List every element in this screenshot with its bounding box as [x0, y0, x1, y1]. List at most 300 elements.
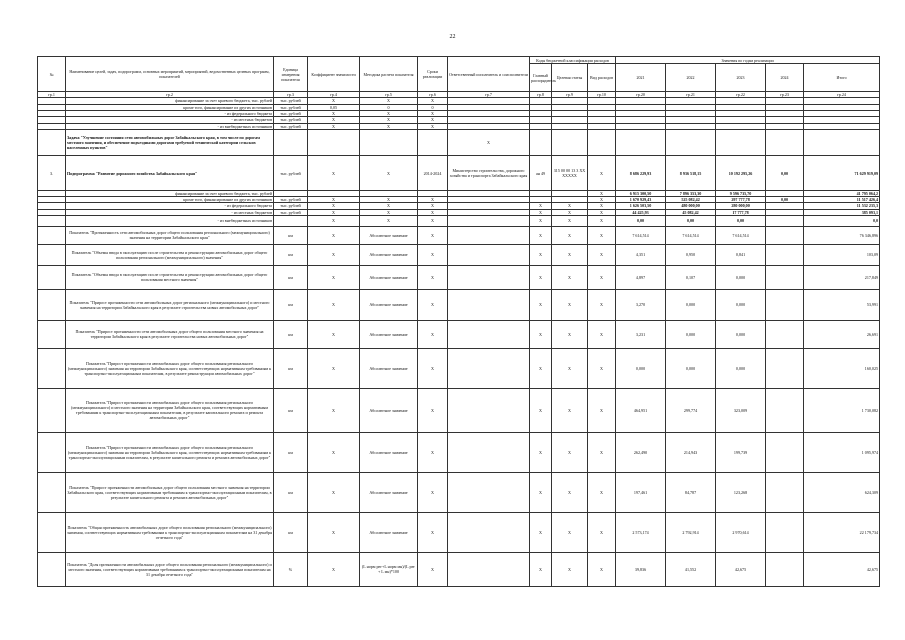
indicator-total: 1 095,974 [804, 432, 880, 472]
program-2021: 8 686 229,93 [616, 156, 666, 191]
period-cell: Х [418, 98, 448, 104]
indicator-unit: км [274, 289, 308, 320]
indicator-2022: 0,000 [666, 348, 716, 388]
program-method: Х [360, 156, 418, 191]
empty-cell [448, 472, 530, 512]
header-glava: Главный распорядитель [530, 64, 552, 92]
program-name: Подпрограмма "Развитие дорожного хозяйства Забайкальского края" [66, 156, 274, 191]
value-2021: 0,00 [616, 215, 666, 226]
indicator-2023: 123,268 [716, 472, 766, 512]
value-2024: 0,00 [766, 197, 804, 203]
indicator-total: 53,991 [804, 289, 880, 320]
method-cell: Х [360, 215, 418, 226]
indicator-glava: Х [530, 226, 552, 244]
empty-cell [448, 244, 530, 265]
indicator-name: Показатель "Прирост протяженности автомобильных дорог общего пользования регионального (межмуниципального) значения на территории Забайкальского края, соответствующих нормативным требованиям к транспортно-эксплуатационным показателям, в результате капитального ремонта и ремонта автомобильных дорог" [66, 432, 274, 472]
indicator-2024 [766, 472, 804, 512]
indicator-period: Х [418, 432, 448, 472]
indicator-row [38, 265, 880, 289]
header-2021: 2021 [616, 64, 666, 92]
indicator-period: Х [418, 388, 448, 432]
indicator-name: Показатель "Объемы ввода в эксплуатацию после строительства и реконструкции автомобильных дорог общего пользования местного значения" [66, 265, 274, 289]
value-2023: 17 777,78 [716, 209, 766, 215]
unit-cell: тыс. рублей [274, 197, 308, 203]
indicator-method: Абсолютное значение [360, 226, 418, 244]
indicator-2022: 84,787 [666, 472, 716, 512]
value-2021: 44 425,93 [616, 209, 666, 215]
empty-cell [448, 348, 530, 388]
column-number: гр.9 [552, 92, 588, 98]
value-total: 385 093,1 [804, 209, 880, 215]
program-target: 315 00 00 13 3 XX XXXXX [552, 156, 588, 191]
indicator-vid: Х [588, 388, 616, 432]
indicator-name: Показатель "Прирост протяженности автомобильных дорог общего пользования регионального (межмуниципального) и местного значения на территории Забайкальского края, соответствующих нормативным требованиям к транспортно-эксплуатационным показателям, в результате капитального ремонта и ремонта автомобильных дорог" [66, 388, 274, 432]
header-budget-group: Коды бюджетной классификации расходов [530, 57, 616, 64]
empty-cell [448, 215, 530, 226]
indicator-method: Абсолютное значение [360, 348, 418, 388]
period-cell: Х [418, 110, 448, 116]
column-number: гр.21 [666, 92, 716, 98]
indicator-row [38, 388, 880, 432]
indicator-coef: Х [308, 512, 360, 552]
row-name: кроме того, финансирование из других источников [66, 197, 274, 203]
empty-cell [448, 289, 530, 320]
indicator-glava: Х [530, 388, 552, 432]
indicator-2021: 464,951 [616, 388, 666, 432]
value-2023: 297 777,78 [716, 197, 766, 203]
indicator-name: Показатель "Прирост протяженности сети автомобильных дорог регионального (межмуниципального) и местного значения на территории Забайкальского края в результате строительства новых автомобильных дорог" [66, 289, 274, 320]
unit-cell: тыс. рублей [274, 117, 308, 123]
indicator-coef: Х [308, 226, 360, 244]
value-2022: 7 896 353,30 [666, 191, 716, 197]
program-responsible: Министерство строительства, дорожного хозяйства и транспорта Забайкальского края [448, 156, 530, 191]
empty-cell [552, 130, 588, 156]
indicator-glava: Х [530, 512, 552, 552]
empty-cell [804, 130, 880, 156]
indicator-total: 1 730,082 [804, 388, 880, 432]
header-2023: 2023 [716, 64, 766, 92]
indicator-unit: км [274, 512, 308, 552]
indicator-row [38, 512, 880, 552]
indicator-target: Х [552, 472, 588, 512]
empty-cell [666, 130, 716, 156]
indicator-target: Х [552, 388, 588, 432]
indicator-2023: 0,000 [716, 265, 766, 289]
indicator-row [38, 348, 880, 388]
indicator-period: Х [418, 512, 448, 552]
method-cell: 0 [360, 104, 418, 110]
value-2024 [766, 215, 804, 226]
indicator-unit: км [274, 348, 308, 388]
indicator-vid: Х [588, 472, 616, 512]
indicator-vid: Х [588, 552, 616, 586]
indicator-2024 [766, 512, 804, 552]
program-funding-row [38, 215, 880, 226]
column-number: гр.7 [448, 92, 530, 98]
num-cell [38, 432, 66, 472]
empty-cell [448, 552, 530, 586]
header-method: Методика расчета показателя [360, 57, 418, 92]
indicator-name: Показатель "Протяженность сети автомобильных дорог общего пользования регионального (межмуниципального) значения на территории Забайкальского края" [66, 226, 274, 244]
column-number: гр.3 [274, 92, 308, 98]
glava-cell: Х [530, 203, 552, 209]
indicator-row [38, 289, 880, 320]
indicator-total: 624,309 [804, 472, 880, 512]
indicator-vid: Х [588, 432, 616, 472]
indicator-2021: 39,836 [616, 552, 666, 586]
header-name: Наименование целей, задач, подпрограмм, основных мероприятий, мероприятий, ведомственных целевых программ, показателей [66, 57, 274, 92]
num-cell [38, 226, 66, 244]
method-cell: Х [360, 203, 418, 209]
indicator-target: Х [552, 320, 588, 348]
column-number: гр.2 [66, 92, 274, 98]
empty-cell [616, 130, 666, 156]
num-cell [38, 512, 66, 552]
coef-cell: 0,05 [308, 104, 360, 110]
coef-cell: Х [308, 197, 360, 203]
indicator-2022: 41,552 [666, 552, 716, 586]
empty-cell [448, 265, 530, 289]
indicator-method: Абсолютное значение [360, 320, 418, 348]
indicator-vid: Х [588, 320, 616, 348]
indicator-name: Показатель "Прирост протяженности автомобильных дорог общего пользования регионального (межмуниципального) значения на территории Забайкальского края, соответствующих нормативным требованиям к транспортно-эксплуатационным показателям, в результате реконструкции автомобильных дорог" [66, 348, 274, 388]
value-total: 11 532 235,3 [804, 203, 880, 209]
indicator-method: (L норм рег+L норм мн)/(L рег + L мн)*100 [360, 552, 418, 586]
indicator-unit: км [274, 244, 308, 265]
indicator-2022: 0,107 [666, 265, 716, 289]
indicator-coef: Х [308, 320, 360, 348]
empty-cell [448, 388, 530, 432]
column-number: гр.22 [716, 92, 766, 98]
vid-cell: Х [588, 203, 616, 209]
column-number: гр.10 [588, 92, 616, 98]
indicator-2021: 2 573,174 [616, 512, 666, 552]
value-2023: 280 000,00 [716, 203, 766, 209]
indicator-period: Х [418, 552, 448, 586]
vid-cell: Х [588, 215, 616, 226]
empty-cell [448, 226, 530, 244]
indicator-2022: 0,000 [666, 289, 716, 320]
indicator-2021: 197,461 [616, 472, 666, 512]
task-responsible: Х [448, 130, 530, 156]
indicator-glava: Х [530, 265, 552, 289]
num-cell [38, 130, 66, 156]
indicator-coef: Х [308, 289, 360, 320]
indicator-row [38, 320, 880, 348]
indicator-2024 [766, 320, 804, 348]
program-table [37, 56, 880, 587]
indicator-coef: Х [308, 552, 360, 586]
indicator-2023: 199,739 [716, 432, 766, 472]
indicator-coef: Х [308, 432, 360, 472]
indicator-period: Х [418, 320, 448, 348]
indicator-period: Х [418, 226, 448, 244]
indicator-vid: Х [588, 348, 616, 388]
column-number: гр.20 [616, 92, 666, 98]
value-2021: 6 915 300,50 [616, 191, 666, 197]
indicator-method: Абсолютное значение [360, 512, 418, 552]
indicator-unit: км [274, 320, 308, 348]
indicator-glava: Х [530, 472, 552, 512]
num-cell [38, 388, 66, 432]
unit-cell: тыс. рублей [274, 203, 308, 209]
indicator-2024 [766, 552, 804, 586]
program-row [38, 156, 880, 191]
value-total: 41 795 064,2 [804, 191, 880, 197]
empty-cell [716, 130, 766, 156]
period-cell: Х [418, 203, 448, 209]
indicator-total: 160,025 [804, 348, 880, 388]
indicator-name: Показатель "Прирост протяженности автомобильных дорог общего пользования местного значения на территории Забайкальского края, соответствующих нормативным требованиям к транспортно-эксплуатационным показателям, в результате капитального ремонта и ремонта автомобильных дорог" [66, 472, 274, 512]
empty-cell [448, 512, 530, 552]
header-period: Сроки реализации [418, 57, 448, 92]
vid-cell: Х [588, 209, 616, 215]
column-number: гр.6 [418, 92, 448, 98]
indicator-row [38, 552, 880, 586]
indicator-2023: 2 970,614 [716, 512, 766, 552]
indicator-total: 217,849 [804, 265, 880, 289]
value-2022: 45 082,42 [666, 209, 716, 215]
empty-cell [530, 130, 552, 156]
unit-cell [274, 215, 308, 226]
indicator-target: Х [552, 244, 588, 265]
indicator-2024 [766, 388, 804, 432]
indicator-row [38, 472, 880, 512]
header-total: Итого [804, 64, 880, 92]
indicator-target: Х [552, 552, 588, 586]
column-number: гр.23 [766, 92, 804, 98]
program-2024: 0,00 [766, 156, 804, 191]
num-cell [38, 244, 66, 265]
vid-cell: Х [588, 191, 616, 197]
indicator-2023: 0,000 [716, 320, 766, 348]
header-2024: 2024 [766, 64, 804, 92]
indicator-2024 [766, 244, 804, 265]
glava-cell: Х [530, 215, 552, 226]
header-target: Целевая статья [552, 64, 588, 92]
target-cell: Х [552, 209, 588, 215]
indicator-2021: 3,270 [616, 289, 666, 320]
indicator-2023: 0,841 [716, 244, 766, 265]
empty-cell [448, 432, 530, 472]
indicator-period: Х [418, 348, 448, 388]
indicator-name: Показатель "Общая протяженность автомобильных дорог общего пользования регионального (межмуниципального) значения, соответствующих нормативным требованиям к транспортно-эксплуатационным показателям на 31 декабря отчетного года" [66, 512, 274, 552]
indicator-2022: 2 792,914 [666, 512, 716, 552]
column-number: гр.24 [804, 92, 880, 98]
program-coef: Х [308, 156, 360, 191]
indicator-total: 76 346,896 [804, 226, 880, 244]
num-cell [38, 289, 66, 320]
target-cell: Х [552, 215, 588, 226]
coef-cell: Х [308, 117, 360, 123]
indicator-2022: 0,950 [666, 244, 716, 265]
empty-cell [360, 130, 418, 156]
unit-cell: тыс. рублей [274, 209, 308, 215]
indicator-unit: км [274, 388, 308, 432]
unit-cell: тыс. рублей [274, 123, 308, 129]
method-cell: Х [360, 123, 418, 129]
num-cell [38, 320, 66, 348]
indicator-period: Х [418, 472, 448, 512]
indicator-2022: 7 614,514 [666, 226, 716, 244]
indicator-2021: 0,000 [616, 348, 666, 388]
indicator-target: Х [552, 348, 588, 388]
row-name: - из федерального бюджета [66, 110, 274, 116]
indicator-glava: Х [530, 244, 552, 265]
empty-cell [766, 130, 804, 156]
coef-cell: Х [308, 123, 360, 129]
row-name: - из местных бюджетов [66, 117, 274, 123]
coef-cell: Х [308, 110, 360, 116]
indicator-glava: Х [530, 552, 552, 586]
vid-cell: Х [588, 197, 616, 203]
row-name: - из внебюджетных источников [66, 215, 274, 226]
coef-cell: Х [308, 203, 360, 209]
row-name: - из местных бюджетов [66, 209, 274, 215]
column-number: гр.5 [360, 92, 418, 98]
period-cell: Х [418, 209, 448, 215]
indicator-2022: 214,943 [666, 432, 716, 472]
indicator-2021: 262,490 [616, 432, 666, 472]
program-period: 2014-2024 [418, 156, 448, 191]
indicator-2021: 4,351 [616, 244, 666, 265]
unit-cell: тыс. рублей [274, 98, 308, 104]
num-cell [38, 265, 66, 289]
glava-cell: Х [530, 209, 552, 215]
row-name: кроме того, финансирование из других источников [66, 104, 274, 110]
indicator-method: Абсолютное значение [360, 244, 418, 265]
num-cell [38, 472, 66, 512]
unit-cell: тыс. рублей [274, 104, 308, 110]
task-name: Задача "Улучшение состояния сети автомобильных дорог Забайкальского края, в том числе по дорогам местного значения, и обеспечение подъездными дорогами требуемой технической категории сельских населенных пунктов" [66, 130, 274, 156]
table-body [38, 92, 880, 587]
column-number: гр.1 [38, 92, 66, 98]
header-vid: Вид расходов [588, 64, 616, 92]
num-cell [38, 552, 66, 586]
header-unit: Единица измерения показателя [274, 57, 308, 92]
value-2022: 0,00 [666, 215, 716, 226]
program-unit: тыс. рублей [274, 156, 308, 191]
header-coef: Коэффициент значимости [308, 57, 360, 92]
indicator-glava: Х [530, 289, 552, 320]
indicator-2023: 0,000 [716, 289, 766, 320]
program-table-wrapper [37, 56, 879, 587]
empty-cell [418, 130, 448, 156]
indicator-unit: км [274, 432, 308, 472]
indicator-vid: Х [588, 244, 616, 265]
method-cell: Х [360, 209, 418, 215]
period-cell: 0 [418, 104, 448, 110]
coef-cell: Х [308, 215, 360, 226]
program-2022: 8 936 518,15 [666, 156, 716, 191]
period-cell: Х [418, 123, 448, 129]
indicator-name: Показатель "Доля протяженности автомобильных дорог общего пользования регионального (межмуниципального) и местного значения, соответствующих нормативным требованиям к транспортно-эксплуатационным показателям на 31 декабря отчетного года" [66, 552, 274, 586]
value-2023: 9 596 735,70 [716, 191, 766, 197]
header-2022: 2022 [666, 64, 716, 92]
indicator-row [38, 226, 880, 244]
indicator-vid: Х [588, 512, 616, 552]
period-cell: Х [418, 215, 448, 226]
num-cell [38, 348, 66, 388]
indicator-2024 [766, 289, 804, 320]
column-number: гр.4 [308, 92, 360, 98]
row-name: финансирование за счет краевого бюджета, тыс. рублей [66, 191, 274, 197]
indicator-name: Показатель "Объемы ввода в эксплуатацию после строительства и реконструкции автомобильных дорог общего пользования регионального (межмуниципального) значения" [66, 244, 274, 265]
header-num: № [38, 57, 66, 92]
indicator-2023: 7 614,514 [716, 226, 766, 244]
indicator-target: Х [552, 512, 588, 552]
indicator-target: Х [552, 265, 588, 289]
indicator-2023: 0,000 [716, 348, 766, 388]
indicator-period: Х [418, 289, 448, 320]
program-total: 71 629 919,09 [804, 156, 880, 191]
indicator-2021: 3,231 [616, 320, 666, 348]
indicator-total: 22 179,734 [804, 512, 880, 552]
target-cell: Х [552, 203, 588, 209]
coef-cell: Х [308, 98, 360, 104]
indicator-2022: 299,774 [666, 388, 716, 432]
indicator-coef: Х [308, 472, 360, 512]
row-name: - из федерального бюджета [66, 203, 274, 209]
value-2021: 1 670 929,43 [616, 197, 666, 203]
indicator-coef: Х [308, 244, 360, 265]
indicator-period: Х [418, 244, 448, 265]
empty-cell [274, 130, 308, 156]
header-values-group: Значения по годам реализации [616, 57, 880, 64]
column-number: гр.8 [530, 92, 552, 98]
header-responsible: Ответственный исполнитель и соисполнители [448, 57, 530, 92]
method-cell: Х [360, 98, 418, 104]
indicator-unit: км [274, 265, 308, 289]
indicator-row [38, 244, 880, 265]
page-number: 22 [449, 34, 456, 40]
program-vid: Х [588, 156, 616, 191]
indicator-vid: Х [588, 265, 616, 289]
value-total: 0,0 [804, 215, 880, 226]
indicator-name: Показатель "Прирост протяженности сети автомобильных дорог общего пользования местного значения на территории Забайкальского края в результате строительства новых автомобильных дорог" [66, 320, 274, 348]
indicator-target: Х [552, 226, 588, 244]
empty-cell [308, 130, 360, 156]
num-cell [38, 215, 66, 226]
indicator-2024 [766, 226, 804, 244]
indicator-row [38, 432, 880, 472]
indicator-method: Абсолютное значение [360, 388, 418, 432]
task-row [38, 130, 880, 156]
indicator-coef: Х [308, 388, 360, 432]
indicator-unit: км [274, 472, 308, 512]
indicator-coef: Х [308, 265, 360, 289]
indicator-method: Абсолютное значение [360, 289, 418, 320]
indicator-period: Х [418, 265, 448, 289]
row-name: финансирование за счет краевого бюджета, тыс. рублей [66, 98, 274, 104]
program-glava: ан 49 [530, 156, 552, 191]
indicator-method: Абсолютное значение [360, 472, 418, 512]
indicator-2022: 0,000 [666, 320, 716, 348]
method-cell: Х [360, 110, 418, 116]
value-total: 11 517 426,4 [804, 197, 880, 203]
program-2023: 10 192 295,26 [716, 156, 766, 191]
indicator-target: Х [552, 289, 588, 320]
coef-cell: Х [308, 209, 360, 215]
indicator-2023: 323,009 [716, 388, 766, 432]
indicator-vid: Х [588, 226, 616, 244]
period-cell: Х [418, 197, 448, 203]
indicator-2024 [766, 265, 804, 289]
indicator-unit: % [274, 552, 308, 586]
value-2023: 0,00 [716, 215, 766, 226]
indicator-glava: Х [530, 348, 552, 388]
value-2022: 480 000,00 [666, 203, 716, 209]
